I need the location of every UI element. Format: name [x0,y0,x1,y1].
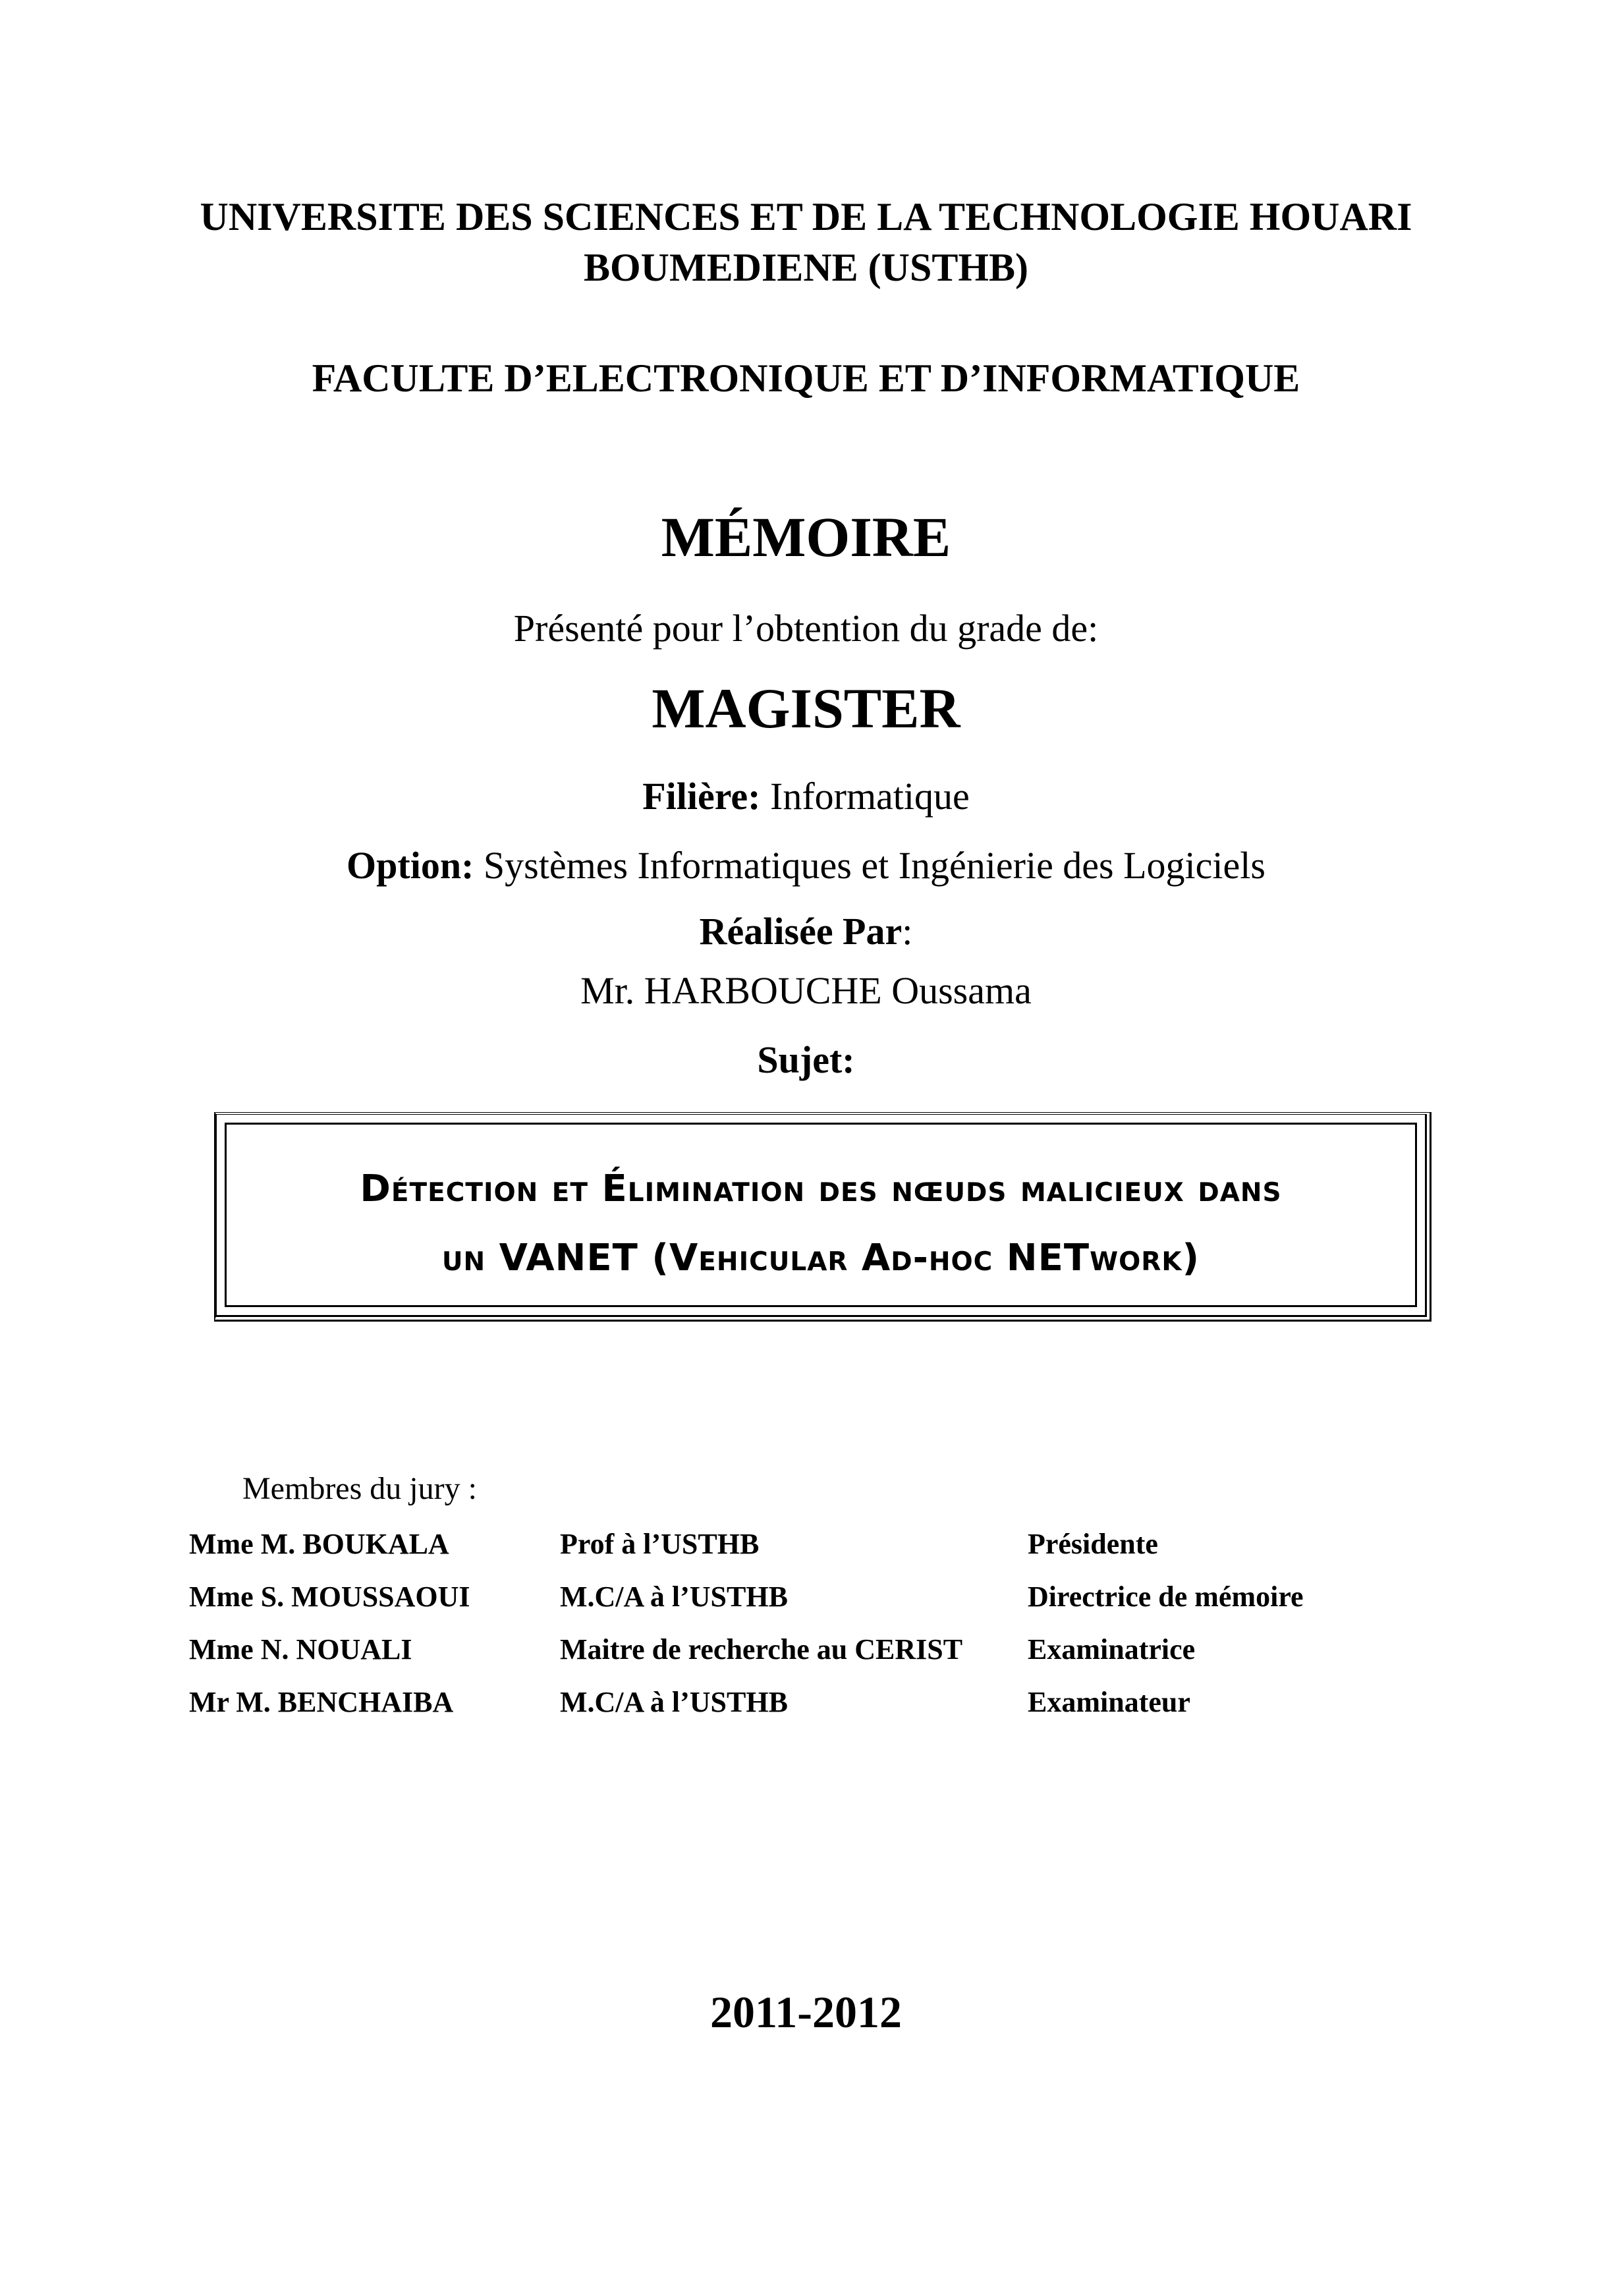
realised-by-colon: : [902,910,913,953]
thesis-title-line-1: Détection et Élimination des nœuds malicieux dans [360,1167,1282,1210]
degree-heading: MAGISTER [652,677,960,740]
presented-for-text: Présenté pour l’obtention du grade de: [513,607,1099,650]
filiere-line [0,774,1612,818]
filiere-value: Informatique [760,775,970,818]
subject-label: Sujet: [757,1038,855,1081]
jury-member-role: Examinateur [1028,1686,1190,1718]
jury-member-name: Mme M. BOUKALA [189,1528,449,1560]
jury-member-name: Mme N. NOUALI [189,1633,412,1666]
option-label: Option: [347,844,474,887]
thesis-title-line-2: un VANET (Vehicular Ad-hoc NETwork) [441,1237,1200,1279]
jury-member-affiliation: Maitre de recherche au CERIST [560,1633,963,1666]
option-line [0,843,1612,887]
university-name-line-1: UNIVERSITE DES SCIENCES ET DE LA TECHNOLOGIE HOUARI [200,195,1412,238]
jury-member-affiliation: M.C/A à l’USTHB [560,1581,788,1613]
author-name: Mr. HARBOUCHE Oussama [580,969,1032,1012]
university-name-line-2: BOUMEDIENE (USTHB) [583,246,1029,289]
thesis-title-inner-frame [225,1123,1417,1307]
jury-member-row [0,1685,1612,1731]
jury-member-row [0,1633,1612,1679]
thesis-title-frame [214,1112,1431,1322]
jury-member-name: Mr M. BENCHAIBA [189,1686,454,1718]
jury-member-row [0,1580,1612,1626]
realised-by-line [0,909,1612,953]
jury-heading: Membres du jury : [242,1471,477,1506]
jury-member-affiliation: Prof à l’USTHB [560,1528,760,1560]
jury-member-name: Mme S. MOUSSAOUI [189,1581,470,1613]
jury-member-role: Directrice de mémoire [1028,1581,1304,1613]
jury-member-affiliation: M.C/A à l’USTHB [560,1686,788,1718]
faculty-name: FACULTE D’ELECTRONIQUE ET D’INFORMATIQUE [312,356,1300,400]
realised-by-label: Réalisée Par [699,910,903,953]
academic-year: 2011-2012 [710,1987,902,2037]
filiere-label: Filière: [642,775,761,818]
jury-member-row [0,1527,1612,1573]
jury-member-role: Examinatrice [1028,1633,1196,1666]
option-value: Systèmes Informatiques et Ingénierie des Logiciels [474,844,1265,887]
jury-member-role: Présidente [1028,1528,1158,1560]
document-type-heading: MÉMOIRE [661,505,951,569]
